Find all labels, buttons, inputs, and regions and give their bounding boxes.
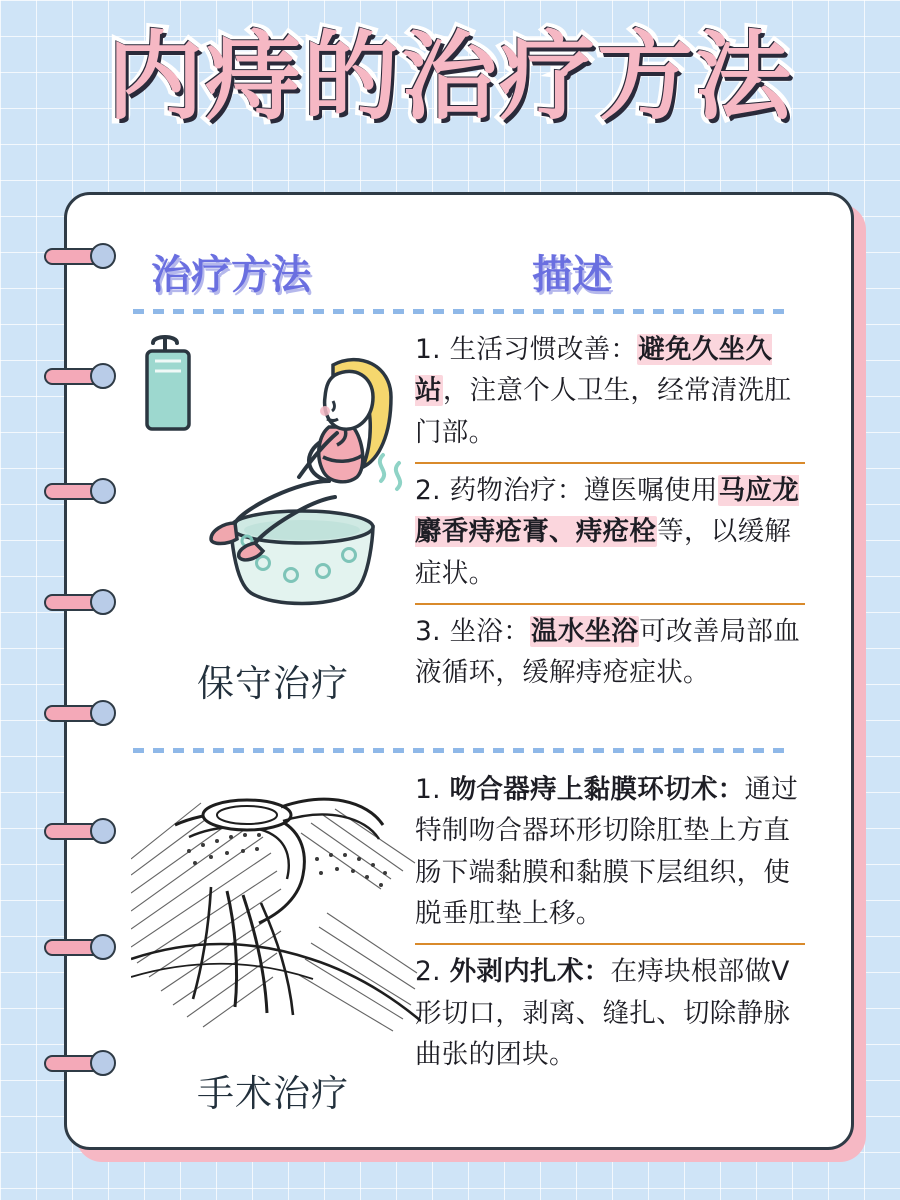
item-text: 通过特制吻合器环形切除肛垫上方直肠下端黏膜和黏膜下层组织，使脱垂肛垫上移。: [415, 774, 799, 929]
binder-ring: [44, 700, 120, 726]
binder-ring: [44, 478, 120, 504]
page-title: 内痔的治疗方法: [107, 21, 793, 133]
ring-knob: [90, 934, 116, 960]
ring-knob: [90, 700, 116, 726]
item-text: ，注意个人卫生，经常清洗肛门部。: [415, 375, 792, 448]
page-title-container: [0, 21, 900, 133]
ring-knob: [90, 363, 116, 389]
ring-knob: [90, 478, 116, 504]
item-highlight: 避免久坐久站: [415, 334, 773, 407]
item-index: 3.: [415, 615, 441, 647]
method-label: 手术治疗: [197, 1072, 349, 1115]
item-bold-label: 外剥内扎术：: [449, 956, 611, 988]
column-header-description: 描述: [532, 252, 612, 298]
binder-ring: [44, 934, 120, 960]
description-item: [415, 943, 805, 1084]
item-highlight: 温水坐浴: [531, 615, 639, 647]
item-index: 1.: [415, 334, 441, 365]
method-label: 保守治疗: [197, 662, 349, 705]
description-cell: [415, 763, 805, 1084]
description-cell: [415, 323, 805, 703]
column-header-method: 治疗方法: [151, 252, 311, 298]
content-card: [64, 192, 854, 1150]
table-row: [67, 763, 851, 1150]
table-row: [67, 323, 851, 743]
item-text: 等，以缓解症状。: [415, 516, 792, 589]
item-text: 可改善局部血液循环，缓解痔疮症状。: [415, 615, 801, 689]
item-text: 生活习惯改善：: [449, 334, 638, 365]
item-index: 1.: [415, 774, 441, 805]
header-separator: [133, 307, 791, 317]
binder-ring: [44, 589, 120, 615]
item-index: 2.: [415, 474, 441, 506]
ring-knob: [90, 818, 116, 844]
description-item: [415, 462, 805, 603]
binder-ring: [44, 363, 120, 389]
binder-ring: [44, 243, 120, 269]
ring-knob: [90, 1050, 116, 1076]
ring-knob: [90, 589, 116, 615]
item-text: 在痔块根部做V形切口，剥离、缝扎、切除静脉曲张的团块。: [415, 956, 791, 1070]
item-bold-label: 吻合器痔上黏膜环切术：: [449, 774, 745, 805]
table-header: [67, 225, 851, 299]
ring-knob: [90, 243, 116, 269]
row-separator: [133, 746, 791, 756]
woman-sitz-bath-illustration: [123, 331, 423, 631]
item-highlight: 马应龙麝香痔疮膏、痔疮栓: [415, 474, 800, 548]
item-text: 坐浴：: [449, 615, 531, 647]
binder-ring: [44, 818, 120, 844]
description-item: [415, 763, 805, 943]
item-text: 药物治疗：遵医嘱使用: [449, 474, 718, 506]
binder-ring: [44, 1050, 120, 1076]
item-index: 2.: [415, 956, 441, 988]
description-item: [415, 323, 805, 462]
surgical-anatomy-line-drawing: [131, 763, 421, 1043]
description-item: [415, 603, 805, 703]
